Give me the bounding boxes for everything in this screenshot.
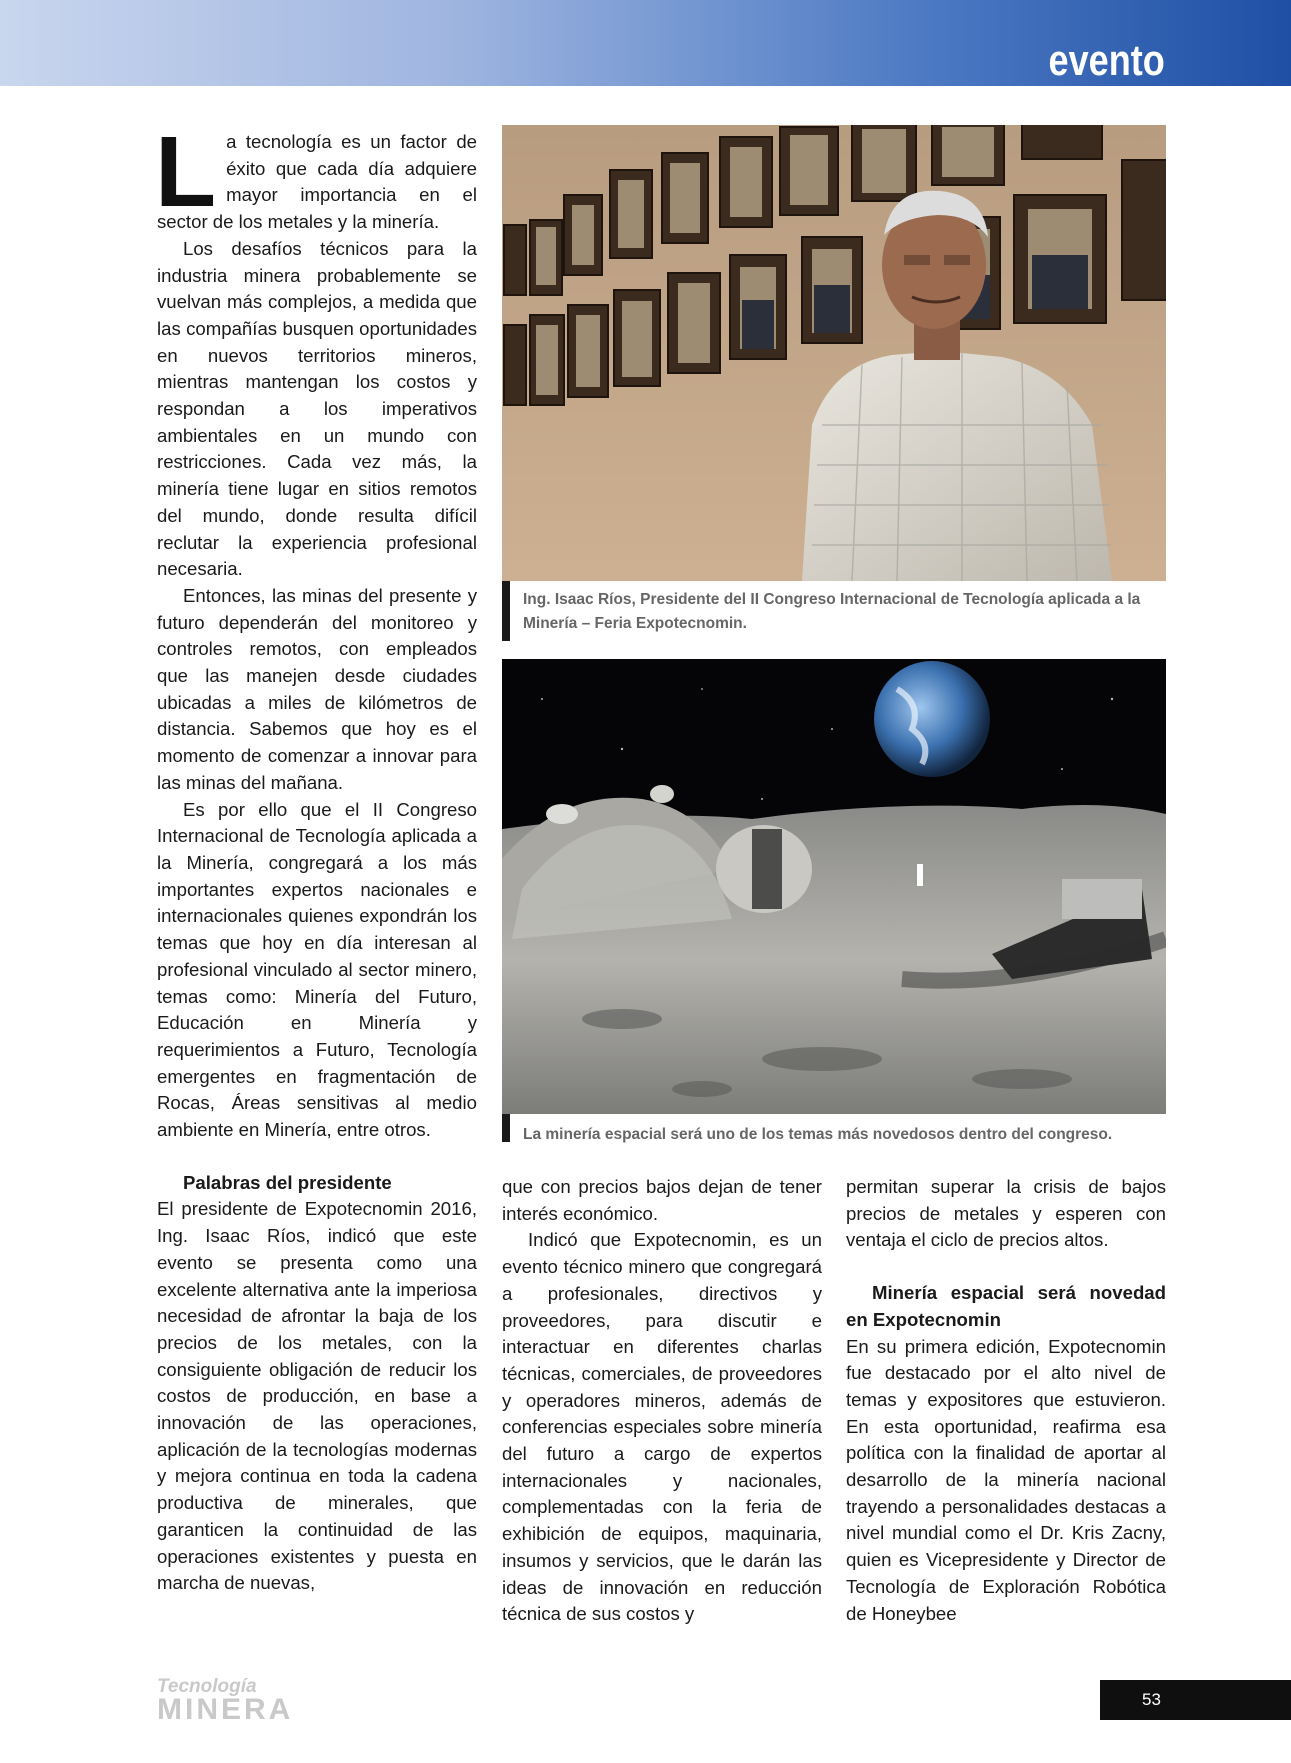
page-number-box bbox=[1100, 1680, 1291, 1720]
subheading: Minería espacial será novedad en Expotecnomin bbox=[846, 1282, 1166, 1330]
page-number: 53 bbox=[1142, 1690, 1161, 1709]
column-2 bbox=[502, 1174, 822, 1628]
caption-bar bbox=[502, 581, 510, 641]
portrait-photo-illustration bbox=[502, 125, 1166, 581]
paragraph: Es por ello que el II Congreso Internacional de Tecnología aplicada a la Minería, congregará a los más importantes expertos nacionales e internacionales quienes expondrán los temas que hoy en día interesan al profesional vinculado al sector minero, temas como: Minería del Futuro, Educación en Minería y requerimientos a Futuro, Tecnología emergentes en fragmentación de Rocas, Áreas sensitivas al medio ambiente en Minería, entre otros. bbox=[157, 798, 477, 1141]
paragraph: permitan superar la crisis de bajos precios de metales y esperen con ventaja el ciclo de precios altos. bbox=[846, 1176, 1166, 1251]
paragraph: Indicó que Expotecnomin, es un evento técnico minero que congregará a profesionales, directivos y proveedores, para discutir e interactuar en diferentes charlas técnicas, comerciales, de proveedores y operadores mineros, además de conferencias especiales sobre minería del futuro a cargo de expertos internacionales y nacionales, complementadas con la feria de exhibición de equipos, maquinaria, insumos y servicios, que le darán las ideas de innovación en reducción técnica de sus costos y bbox=[502, 1229, 822, 1625]
paragraph: El presidente de Expotecnomin 2016, Ing. Isaac Ríos, indicó que este evento se presenta como una excelente alternativa ante la imperiosa necesidad de afrontar la baja de los precios de los metales, con la consiguiente obligación de reducir los costos de producción, en base a innovación de las operaciones, aplicación de la tecnologías modernas y mejora continua en toda la cadena productiva de minerales, que garanticen la continuidad de las operaciones existentes y puesta en marcha de nuevas, bbox=[157, 1198, 477, 1594]
section-label: evento bbox=[1048, 36, 1165, 85]
subheading: Palabras del presidente bbox=[183, 1171, 392, 1193]
paragraph: En su primera edición, Expotecnomin fue destacado por el alto nivel de temas y expositores que estuvieron. En esta oportunidad, reafirma esa política con la finalidad de aportar al desarrollo de la minería nacional trayendo a personalidades destacas a nivel mundial como el Dr. Kris Zacny, quien es Vicepresidente y Director de Tecnología de Exploración Robótica de Honeybee bbox=[846, 1335, 1166, 1624]
column-1 bbox=[155, 116, 477, 1597]
paragraph: Los desafíos técnicos para la industria minera probablemente se vuelvan más complejos, a medida que las compañías busquen oportunidades en nuevos territorios mineros, mientras mantengan los costos y respondan a los imperativos ambientales en un mundo con restricciones. Cada vez más, la minería tiene lugar en sitios remotos del mundo, donde resulta difícil reclutar la experiencia profesional necesaria. bbox=[157, 237, 477, 580]
drop-cap: L bbox=[155, 116, 217, 228]
paragraph: que con precios bajos dejan de tener interés económico. bbox=[502, 1176, 822, 1224]
magazine-logo bbox=[157, 1678, 293, 1724]
intro-text: a tecnología es un factor de éxito que cada día adquiere mayor importancia en el sector de los metales y la minería. bbox=[157, 131, 477, 233]
paragraph: Entonces, las minas del presente y futuro dependerán del monitoreo y controles remotos, con empleados que las manejen desde ciudades ubicadas a miles de kilómetros de distancia. Sabemos que hoy es el momento de comenzar a innovar para las minas del mañana. bbox=[157, 584, 477, 793]
lunar-base-illustration bbox=[502, 659, 1166, 1114]
logo-line-1: Tecnología bbox=[157, 1676, 257, 1697]
logo-line-2: MINERA bbox=[157, 1693, 294, 1726]
photo-caption: Ing. Isaac Ríos, Presidente del II Congreso Internacional de Tecnología aplicada a la Minería – Feria Expotecnomin. bbox=[523, 591, 1141, 632]
caption-bar bbox=[502, 1114, 510, 1142]
lunar-base-photo bbox=[502, 659, 1166, 1114]
photo-caption: La minería espacial será uno de los temas más novedosos dentro del congreso. bbox=[523, 1126, 1113, 1143]
intro-paragraph bbox=[155, 116, 477, 236]
column-3 bbox=[846, 1174, 1166, 1627]
portrait-photo bbox=[502, 125, 1166, 581]
